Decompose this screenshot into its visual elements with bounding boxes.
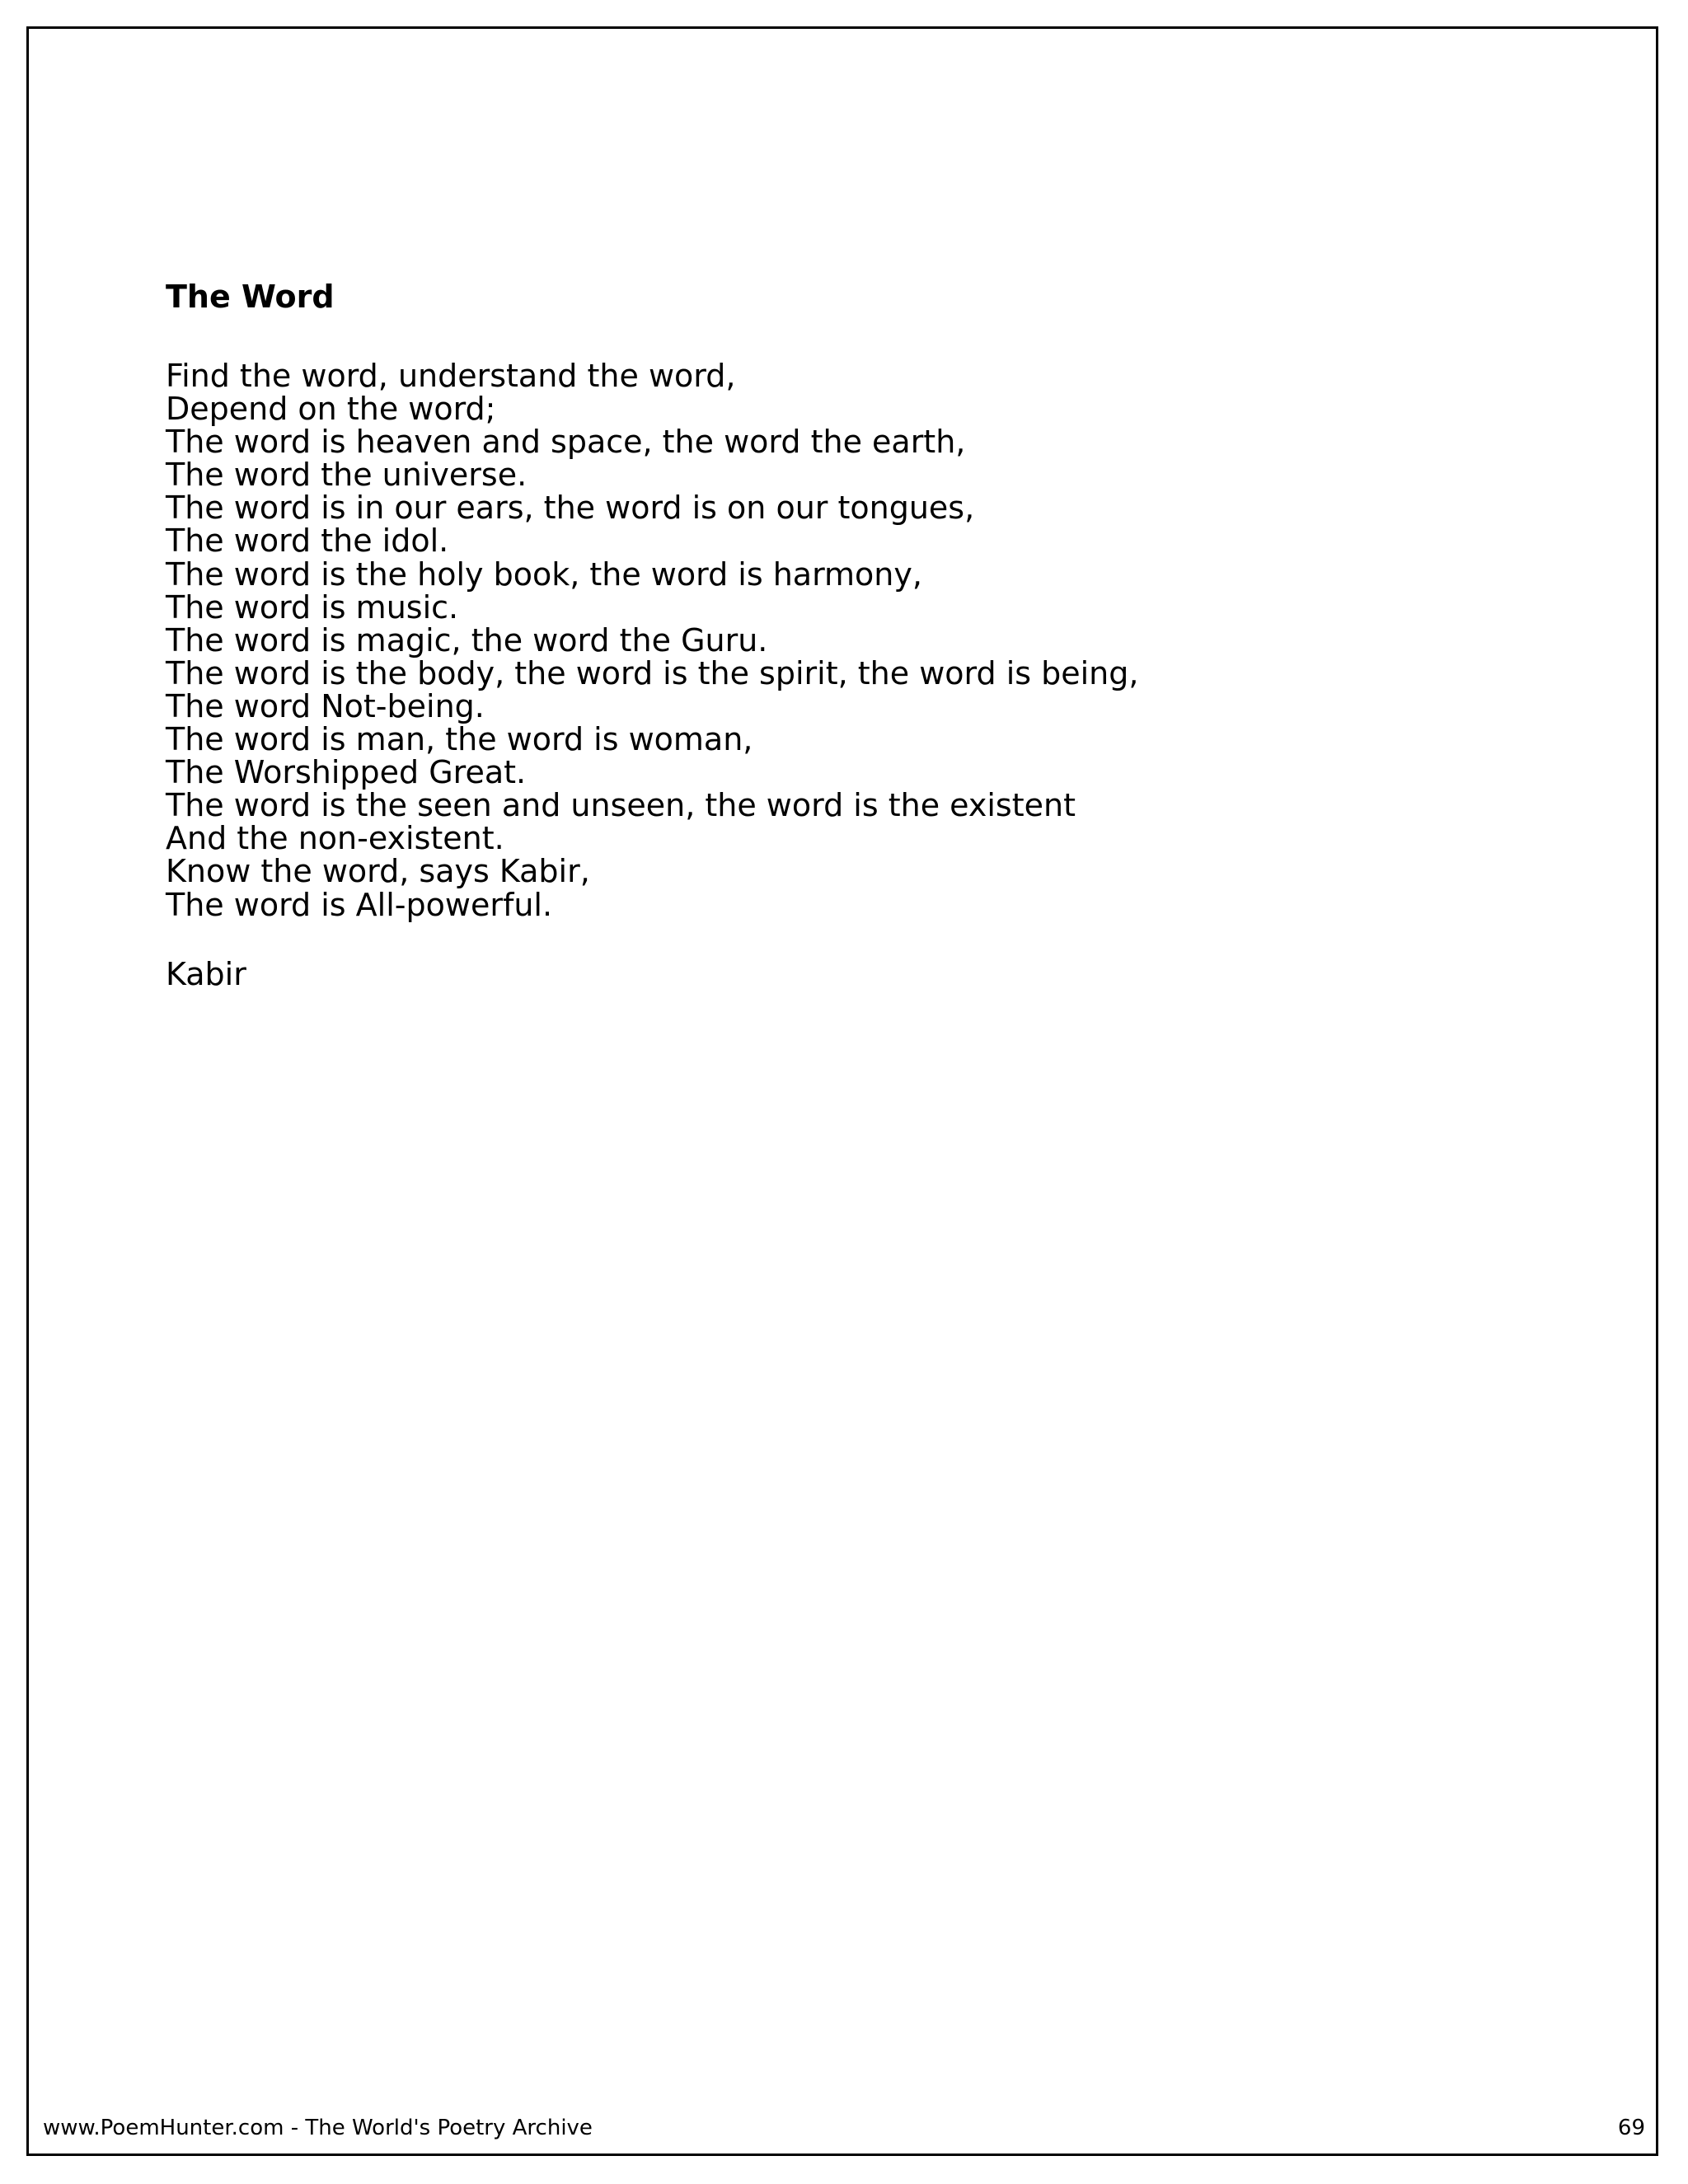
poem-line: Find the word, understand the word, bbox=[166, 358, 736, 394]
poem-line: The word Not-being. bbox=[166, 687, 485, 724]
poem-line: The word is the body, the word is the spirit, the word is being, bbox=[166, 654, 1139, 691]
poem-line: Know the word, says Kabir, bbox=[166, 853, 590, 890]
poem-line: The word is the seen and unseen, the word is the existent bbox=[166, 787, 1076, 824]
footer-site-credit: www.PoemHunter.com - The World's Poetry Archive bbox=[43, 2116, 593, 2140]
poem-line: Depend on the word; bbox=[166, 391, 496, 428]
poem-author: Kabir bbox=[166, 956, 246, 992]
poem-line: The word is music. bbox=[166, 588, 459, 626]
page-number: 69 bbox=[1617, 2116, 1645, 2140]
poem-line: The word the universe. bbox=[166, 457, 528, 494]
poem-body bbox=[166, 359, 1138, 921]
page-border bbox=[26, 26, 1658, 2156]
poem-line: The word is heaven and space, the word the earth, bbox=[166, 424, 966, 461]
poem-line: The word the idol. bbox=[166, 523, 449, 560]
poem-title: The Word bbox=[166, 279, 335, 315]
poem-line: The Worshipped Great. bbox=[166, 754, 527, 791]
poem-line: The word is magic, the word the Guru. bbox=[166, 621, 768, 658]
poem-line: The word is All-powerful. bbox=[166, 886, 553, 923]
poem-line: And the non-existent. bbox=[166, 820, 504, 857]
poem-line: The word is in our ears, the word is on our tongues, bbox=[166, 490, 975, 527]
poem-line: The word is the holy book, the word is harmony, bbox=[166, 555, 922, 593]
poem-line: The word is man, the word is woman, bbox=[166, 721, 753, 758]
